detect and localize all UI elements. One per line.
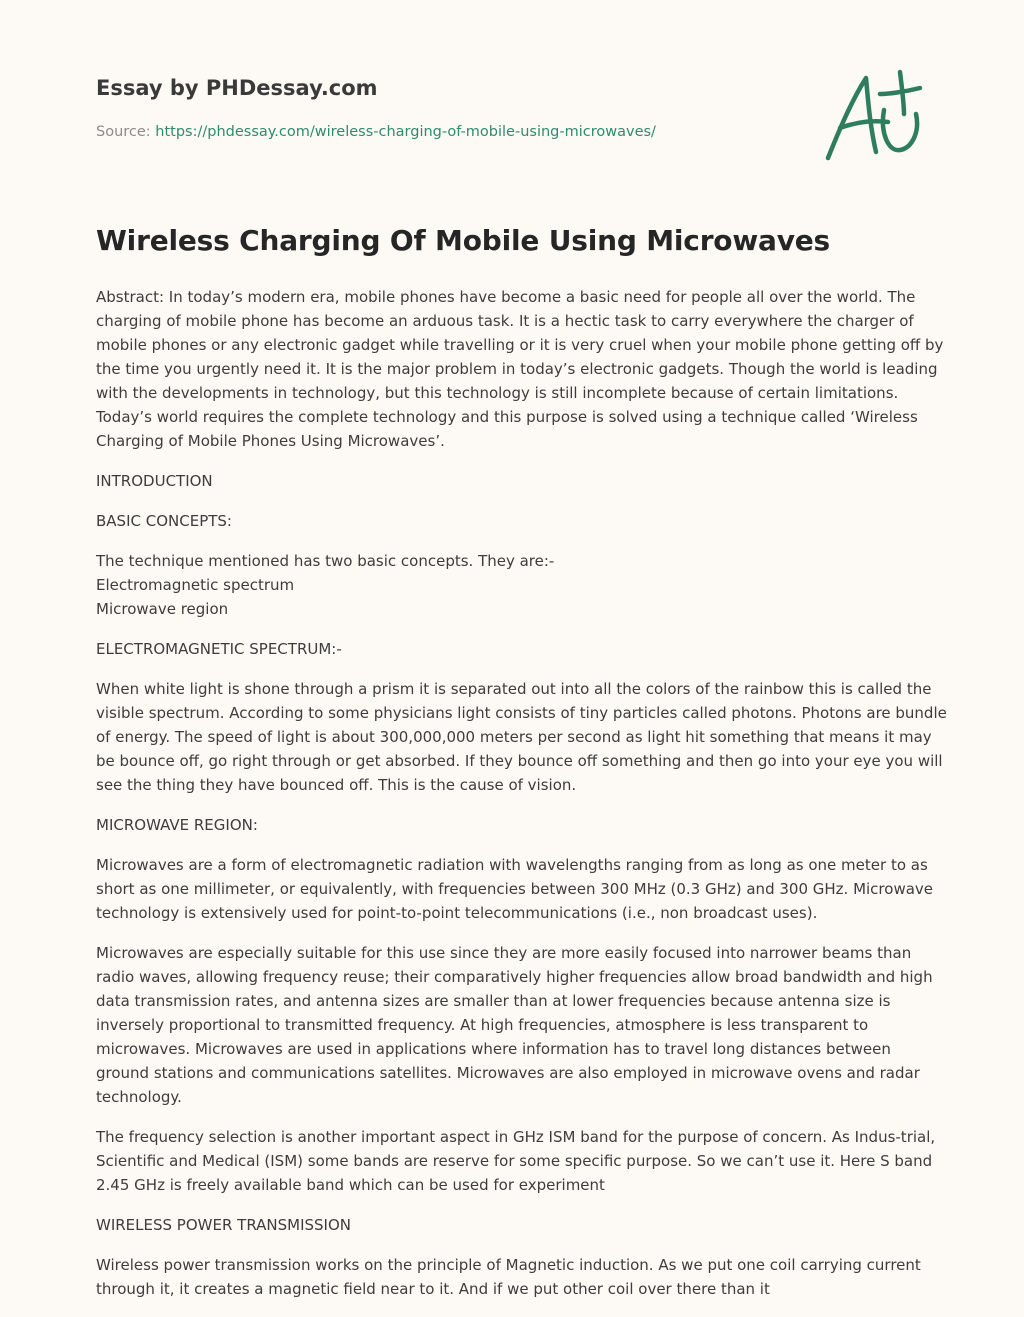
source-link[interactable]: https://phdessay.com/wireless-charging-of-mobile-using-microwaves/ <box>155 124 656 140</box>
text-line: microwaves. Microwaves are used in applications where information has to travel long distances between <box>96 1040 891 1058</box>
paragraph <box>96 549 928 621</box>
text-line: through it, it creates a magnetic field near to it. And if we put other coil over there than it <box>96 1280 770 1298</box>
text-line: radio waves, allowing frequency reuse; their comparatively higher frequencies allow broad bandwidth and high <box>96 968 933 986</box>
text-line: short as one millimeter, or equivalently, with frequencies between 300 MHz (0.3 GHz) and 300 GHz. Microwave <box>96 880 934 898</box>
text-line: Microwave region <box>96 600 229 618</box>
text-line: ELECTROMAGNETIC SPECTRUM:- <box>96 640 342 658</box>
paragraph <box>96 637 928 661</box>
text-line: Today’s world requires the complete technology and this purpose is solved using a technique called ‘Wireless <box>96 408 918 426</box>
paragraph <box>96 285 944 453</box>
text-line: with the developments in technology, but this technology is still incomplete because of certain limitations. <box>96 384 899 402</box>
text-line: Scientific and Medical (ISM) some bands are reserve for some specific purpose. So we can’t use it. Here S band <box>96 1152 933 1170</box>
source-line <box>96 124 656 140</box>
text-line: Charging of Mobile Phones Using Microwaves’. <box>96 432 445 450</box>
paragraph <box>96 1253 928 1301</box>
site-brand: Essay by PHDessay.com <box>96 76 378 100</box>
text-line: mobile phones or any electronic gadget while travelling or it is very cruel when your mobile phone getting off by <box>96 336 944 354</box>
text-line: Abstract: In today’s modern era, mobile phones have become a basic need for people all over the world. The <box>96 288 916 306</box>
paragraph <box>96 509 928 533</box>
text-line: Wireless power transmission works on the principle of Magnetic induction. As we put one coil carrying current <box>96 1256 921 1274</box>
text-line: technology is extensively used for point-to-point telecommunications (i.e., non broadcast uses). <box>96 904 818 922</box>
paragraph <box>96 941 933 1109</box>
text-line: Microwaves are a form of electromagnetic radiation with wavelengths ranging from as long as one meter to as <box>96 856 928 874</box>
essay-title: Wireless Charging Of Mobile Using Microwaves <box>96 224 831 257</box>
source-label: Source: <box>96 124 156 140</box>
text-line: BASIC CONCEPTS: <box>96 512 232 530</box>
paragraph <box>96 813 928 837</box>
paragraph <box>96 677 947 797</box>
text-line: 2.45 GHz is freely available band which can be used for experiment <box>96 1176 605 1194</box>
text-line: of energy. The speed of light is about 300,000,000 meters per second as light hit something that means it may <box>96 728 932 746</box>
text-line: the time you urgently need it. It is the major problem in today’s electronic gadgets. Though the world is leading <box>96 360 938 378</box>
text-line: inversely proportional to transmitted frequency. At high frequencies, atmosphere is less transparent to <box>96 1016 869 1034</box>
paragraph <box>96 1125 936 1197</box>
text-line: INTRODUCTION <box>96 472 213 490</box>
text-line: visible spectrum. According to some physicians light consists of tiny particles called photons. Photons are bundle <box>96 704 947 722</box>
text-line: Electromagnetic spectrum <box>96 576 295 594</box>
text-line: charging of mobile phone has become an arduous task. It is a hectic task to carry everywhere the charger of <box>96 312 914 330</box>
paragraph <box>96 1213 928 1237</box>
a-plus-logo-icon <box>818 66 930 166</box>
text-line: ground stations and communications satellites. Microwaves are also employed in microwave ovens and radar <box>96 1064 920 1082</box>
paragraph <box>96 853 934 925</box>
text-line: be bounce off, go right through or get absorbed. If they bounce off something and then go into your eye you will <box>96 752 943 770</box>
text-line: MICROWAVE REGION: <box>96 816 258 834</box>
text-line: see the thing they have bounced off. This is the cause of vision. <box>96 776 577 794</box>
text-line: WIRELESS POWER TRANSMISSION <box>96 1216 351 1234</box>
text-line: technology. <box>96 1088 182 1106</box>
text-line: The technique mentioned has two basic concepts. They are:- <box>96 552 555 570</box>
essay-body <box>96 285 947 1317</box>
text-line: data transmission rates, and antenna sizes are smaller than at lower frequencies because antenna size is <box>96 992 891 1010</box>
paragraph <box>96 469 928 493</box>
text-line: The frequency selection is another important aspect in GHz ISM band for the purpose of concern. As Indus-trial, <box>96 1128 936 1146</box>
text-line: Microwaves are especially suitable for this use since they are more easily focused into narrower beams than <box>96 944 912 962</box>
text-line: When white light is shone through a prism it is separated out into all the colors of the rainbow this is called the <box>96 680 932 698</box>
